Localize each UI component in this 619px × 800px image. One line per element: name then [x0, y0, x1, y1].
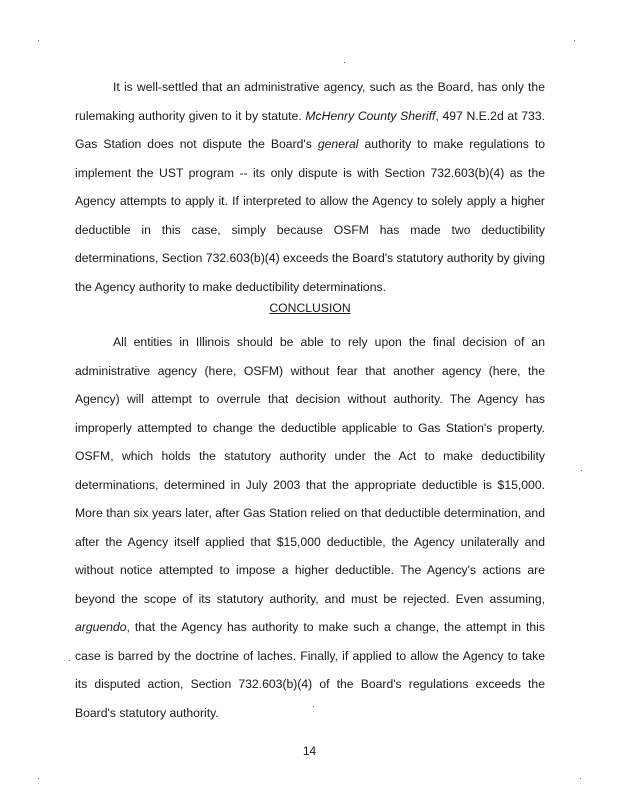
scan-speck — [38, 778, 39, 779]
scan-speck — [580, 778, 581, 779]
paragraph1-text-c: authority to make regulations to implement the UST program -- its only dispute is with Section 732.603(b)(4) as the Agency attempts to apply it. If interpreted to allow the Agency to solely apply a higher deductible in this case, simply because OSFM has made two deductibility determinations, Section 732.603(b)(4) exceeds the Board's statutory authority by giving the Agency authority to make deductibility determinations. — [75, 137, 546, 294]
scan-speck — [581, 470, 582, 471]
scan-speck — [344, 62, 345, 63]
scan-speck — [69, 660, 70, 661]
paragraph2-text-a: All entities in Illinois should be able to rely upon the final decision of an administrative agency (here, OSFM) without fear that another agency (here, the Agency) will attempt to overrule that decision without authority. The Agency has improperly attempted to change the deductible applicable to Gas Station's property. OSFM, which holds the statutory authority under the Act to make deductibility determinations, determined in July 2003 that the appropriate deductible is $15,000. More than six years later, after Gas Station relied on that deductible determination, and after the Agency itself applied that $15,000 deductible, the Agency unilaterally and without notice attempted to impose a higher deductible. The Agency's actions are beyond the scope of its statutory authority, and must be rejected. Even assuming, — [75, 335, 545, 606]
paragraph2-text-b: , that the Agency has authority to make such a change, the attempt in this case is barred by the doctrine of laches. Finally, if applied to allow the Agency to take its disputed action, Section 732.603(b)(4) of the Board's regulations exceeds the Board's statutory authority. — [75, 620, 545, 720]
paragraph-rulemaking-authority — [75, 73, 545, 301]
emphasis-general: general — [317, 137, 359, 151]
page-number: 14 — [302, 744, 317, 758]
scan-speck — [38, 40, 39, 41]
paragraph1-text-a: It is well-settled that an administrative agency, such as the Board, has only the rulemaking authority given to it by statute. — [75, 80, 545, 123]
paragraph-conclusion — [75, 328, 545, 727]
paragraph1-text-b: , 497 N.E.2d at 733. Gas Station does not dispute the Board's — [75, 108, 545, 151]
citation-case-name: McHenry County Sheriff — [305, 108, 436, 123]
scan-speck — [313, 706, 314, 707]
conclusion-heading: CONCLUSION — [269, 301, 351, 315]
emphasis-arguendo: arguendo — [75, 620, 127, 634]
scan-speck — [574, 40, 575, 41]
